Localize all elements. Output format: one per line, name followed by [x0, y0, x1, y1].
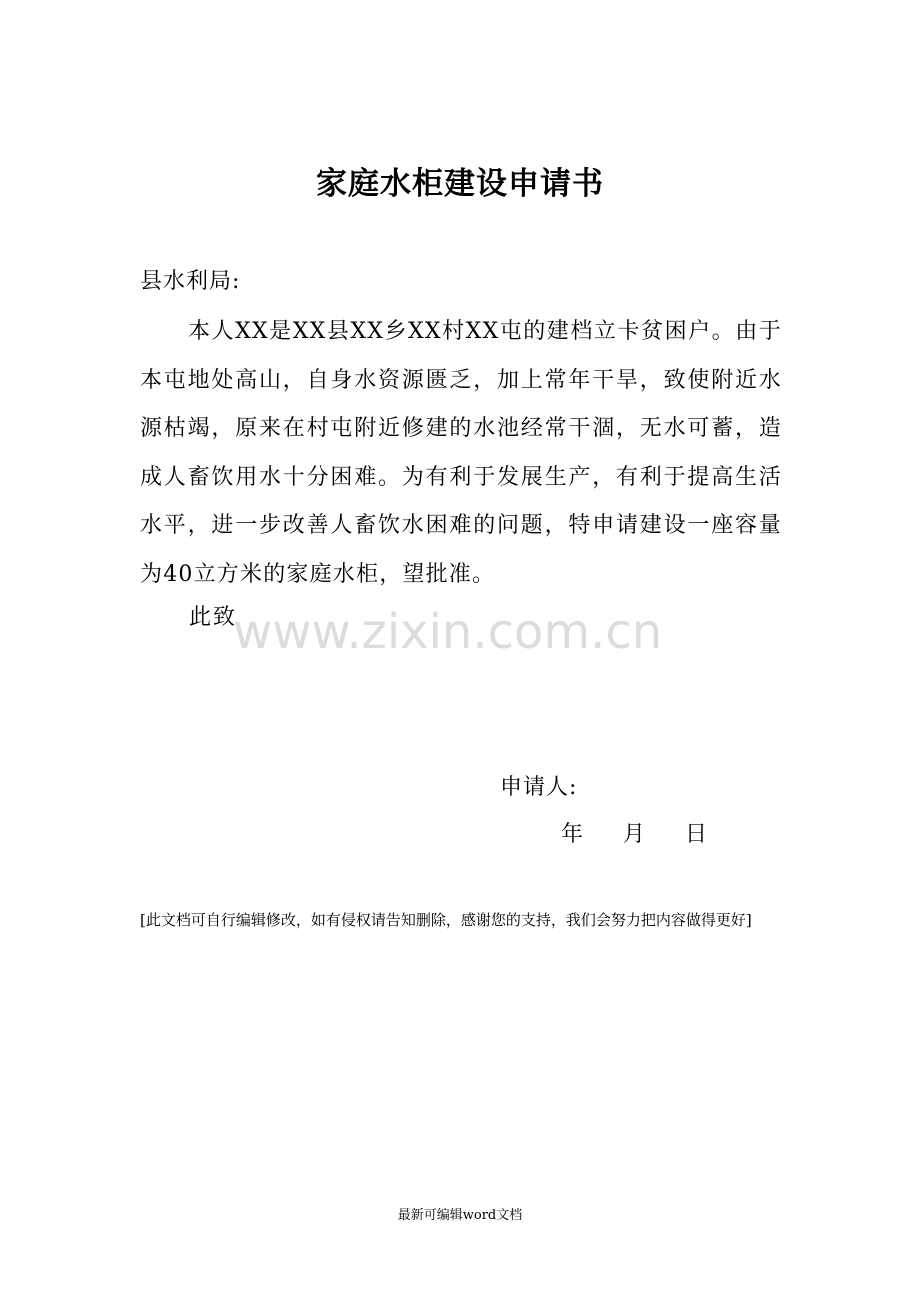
- watermark: www.zixin.com.cn: [233, 604, 663, 660]
- date-day-label: 日: [685, 822, 708, 847]
- closing-phrase: 此致: [189, 605, 238, 630]
- body-paragraph: 本人XX是XX县XX乡XX村XX屯的建档立卡贫困户。由于本屯地处高山，自身水资源匮乏，加上常年干旱，致使附近水源枯竭，原来在村屯附近修建的水池经常干涸，无水可蓄，造成人畜饮用水十分困难。为有利于发展生产，有利于提高生活水平，进一步改善人畜饮水困难的问题，特申请建设一座容量为40立方米的家庭水柜，望批准。: [140, 319, 782, 587]
- edit-note: [此文档可自行编辑修改，如有侵权请告知删除，感谢您的支持，我们会努力把内容做得更好]: [140, 911, 752, 929]
- document-title: 家庭水柜建设申请书: [316, 166, 604, 202]
- date-line: [561, 815, 707, 855]
- date-month-label: 月: [623, 822, 646, 847]
- date-year-label: 年: [561, 822, 584, 847]
- salutation: 县水利局:: [140, 269, 241, 294]
- page-footer: 最新可编辑word文档: [397, 1208, 523, 1223]
- applicant-label: 申请人:: [500, 775, 578, 800]
